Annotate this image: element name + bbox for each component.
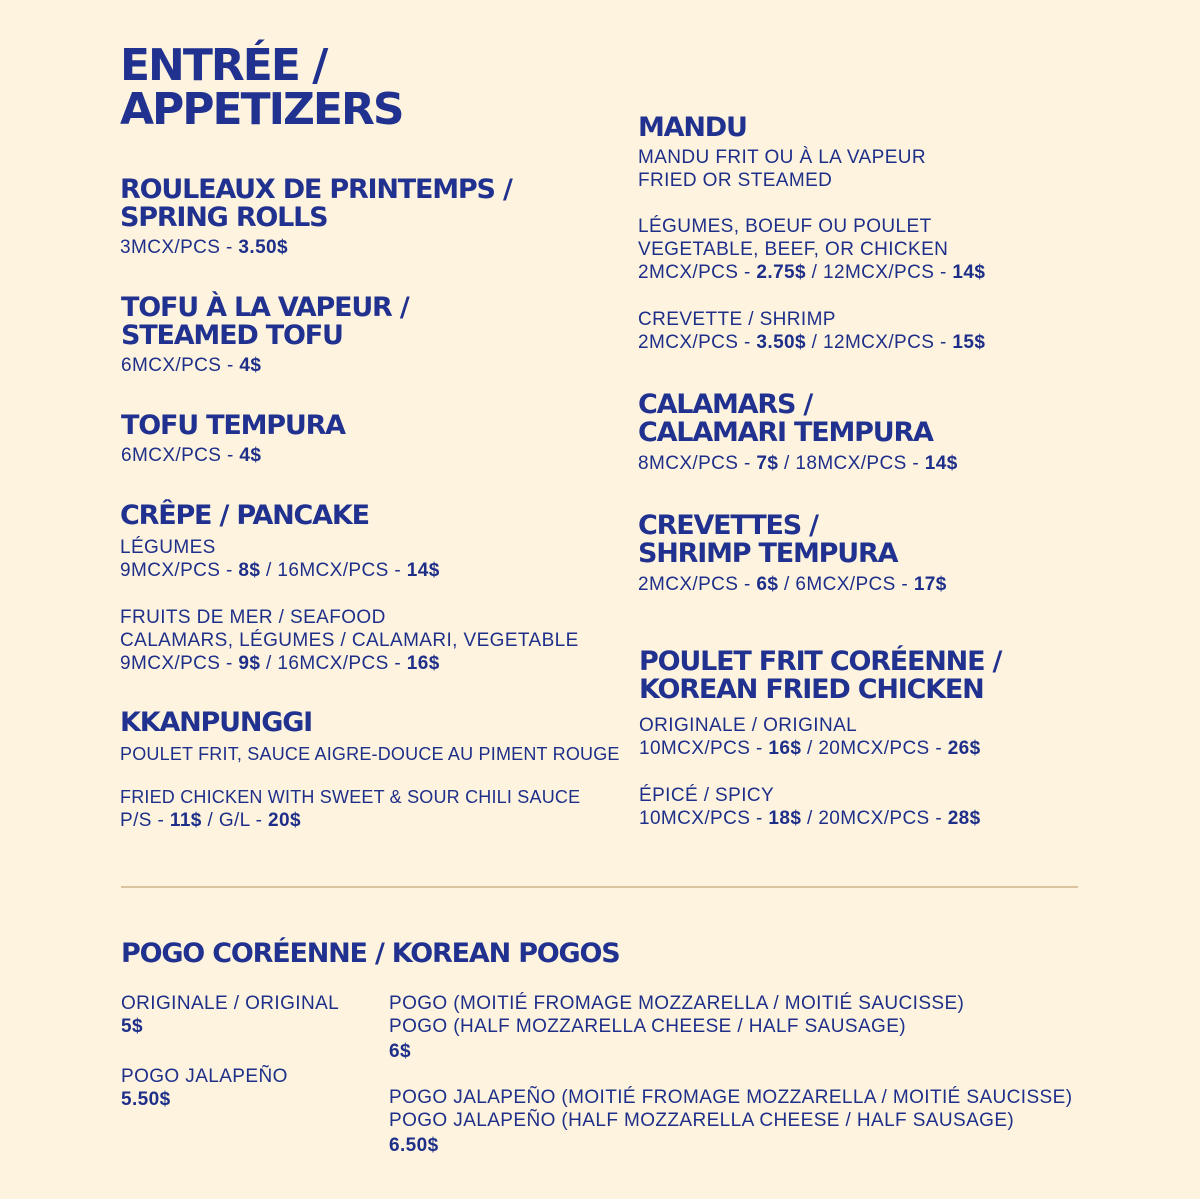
korean-fried-chicken-item: [639, 648, 1001, 830]
shrimp-tempura-title-en: SHRIMP TEMPURA: [638, 538, 898, 569]
fried-chicken-original-price-line: 10MCX/PCS - 16$ / 20MCX/PCS - 26$: [639, 738, 981, 759]
shrimp-tempura-item: [638, 512, 947, 596]
crepe-seafood-label: FRUITS DE MER / SEAFOOD: [120, 607, 386, 628]
pogo-jalapeno-half-item: [389, 1086, 1072, 1157]
pogo-jalapeno-half-en: POGO JALAPEÑO (HALF MOZZARELLA CHEESE / HALF SAUSAGE): [389, 1110, 1015, 1131]
shrimp-tempura-price-line: 2MCX/PCS - 6$ / 6MCX/PCS - 17$: [638, 574, 947, 595]
kkanpunggi-desc-fr: POULET FRIT, SAUCE AIGRE-DOUCE AU PIMENT ROUGE: [120, 744, 620, 764]
calamari-price-line: 8MCX/PCS - 7$ / 18MCX/PCS - 14$: [638, 453, 958, 474]
mandu-shrimp-price-line: 2MCX/PCS - 3.50$ / 12MCX/PCS - 15$: [638, 332, 986, 353]
calamari-item: [638, 391, 958, 475]
calamari-title-fr: CALAMARS /: [638, 389, 813, 420]
pogo-half-price: 6$: [389, 1041, 411, 1062]
page-title: [120, 40, 403, 135]
page-title-line2: APPETIZERS: [120, 84, 403, 135]
fried-chicken-title-en: KOREAN FRIED CHICKEN: [639, 674, 984, 705]
kkanpunggi-price-line: P/S - 11$ / G/L - 20$: [120, 810, 301, 831]
steamed-tofu-price: 4$: [239, 355, 262, 376]
mandu-veg-fr: LÉGUMES, BOEUF OU POULET: [638, 216, 932, 237]
spring-rolls-price-line: 3MCX/PCS - 3.50$: [120, 237, 288, 258]
pogo-jalapeno-item: [121, 1065, 288, 1111]
fried-chicken-original-label: ORIGINALE / ORIGINAL: [639, 715, 858, 736]
section-divider: [121, 886, 1078, 888]
pogo-jalapeno-half-price: 6.50$: [389, 1135, 439, 1156]
spring-rolls-price: 3.50$: [238, 237, 288, 258]
pogo-original-label: ORIGINALE / ORIGINAL: [121, 993, 340, 1014]
kkanpunggi-title: KKANPUNGGI: [120, 707, 313, 738]
kkanpunggi-item: [120, 709, 620, 832]
page-title-line1: ENTRÉE /: [120, 40, 327, 91]
tofu-tempura-price-line: 6MCX/PCS - 4$: [121, 445, 262, 466]
pogo-original-item: [121, 992, 339, 1038]
spring-rolls-item: [120, 176, 512, 259]
crepe-title: CRÊPE / PANCAKE: [120, 500, 369, 531]
pogo-half-en: POGO (HALF MOZZARELLA CHEESE / HALF SAUSAGE): [389, 1016, 906, 1037]
tofu-tempura-price: 4$: [239, 445, 262, 466]
pogo-jalapeno-price: 5.50$: [121, 1089, 171, 1110]
kkanpunggi-desc-en: FRIED CHICKEN WITH SWEET & SOUR CHILI SAUCE: [120, 787, 581, 807]
mandu-veg-price-line: 2MCX/PCS - 2.75$ / 12MCX/PCS - 14$: [638, 262, 986, 283]
tofu-tempura-item: [121, 412, 345, 467]
crepe-item: [120, 502, 579, 675]
pogos-title: POGO CORÉENNE / KOREAN POGOS: [121, 938, 620, 969]
steamed-tofu-title-en: STEAMED TOFU: [121, 320, 343, 351]
steamed-tofu-price-line: 6MCX/PCS - 4$: [121, 355, 262, 376]
calamari-title-en: CALAMARI TEMPURA: [638, 417, 933, 448]
crepe-veg-price-line: 9MCX/PCS - 8$ / 16MCX/PCS - 14$: [120, 560, 440, 581]
mandu-desc-en: FRIED OR STEAMED: [638, 170, 833, 191]
tofu-tempura-title: TOFU TEMPURA: [121, 410, 345, 441]
fried-chicken-title-fr: POULET FRIT CORÉENNE /: [639, 646, 1002, 677]
mandu-shrimp-label: CREVETTE / SHRIMP: [638, 309, 836, 330]
shrimp-tempura-title-fr: CREVETTES /: [638, 510, 818, 541]
pogo-original-price: 5$: [121, 1016, 143, 1037]
spring-rolls-title-fr: ROULEAUX DE PRINTEMPS /: [120, 174, 512, 205]
pogo-half-item: [389, 992, 964, 1063]
pogo-jalapeno-half-fr: POGO JALAPEÑO (MOITIÉ FROMAGE MOZZARELLA / MOITIÉ SAUCISSE): [389, 1087, 1073, 1108]
mandu-desc-fr: MANDU FRIT OU À LA VAPEUR: [638, 147, 927, 168]
fried-chicken-spicy-label: ÉPICÉ / SPICY: [639, 785, 775, 806]
fried-chicken-spicy-price-line: 10MCX/PCS - 18$ / 20MCX/PCS - 28$: [639, 808, 981, 829]
crepe-veg-label: LÉGUMES: [120, 537, 216, 558]
pogo-jalapeno-label: POGO JALAPEÑO: [121, 1066, 288, 1087]
mandu-title: MANDU: [638, 112, 747, 143]
pogo-half-fr: POGO (MOITIÉ FROMAGE MOZZARELLA / MOITIÉ SAUCISSE): [389, 993, 965, 1014]
steamed-tofu-item: [121, 294, 409, 377]
steamed-tofu-title-fr: TOFU À LA VAPEUR /: [121, 292, 409, 323]
mandu-item: [638, 114, 985, 354]
mandu-veg-en: VEGETABLE, BEEF, OR CHICKEN: [638, 239, 949, 260]
crepe-seafood-desc: CALAMARS, LÉGUMES / CALAMARI, VEGETABLE: [120, 630, 579, 651]
spring-rolls-title-en: SPRING ROLLS: [120, 202, 328, 233]
crepe-seafood-price-line: 9MCX/PCS - 9$ / 16MCX/PCS - 16$: [120, 653, 440, 674]
